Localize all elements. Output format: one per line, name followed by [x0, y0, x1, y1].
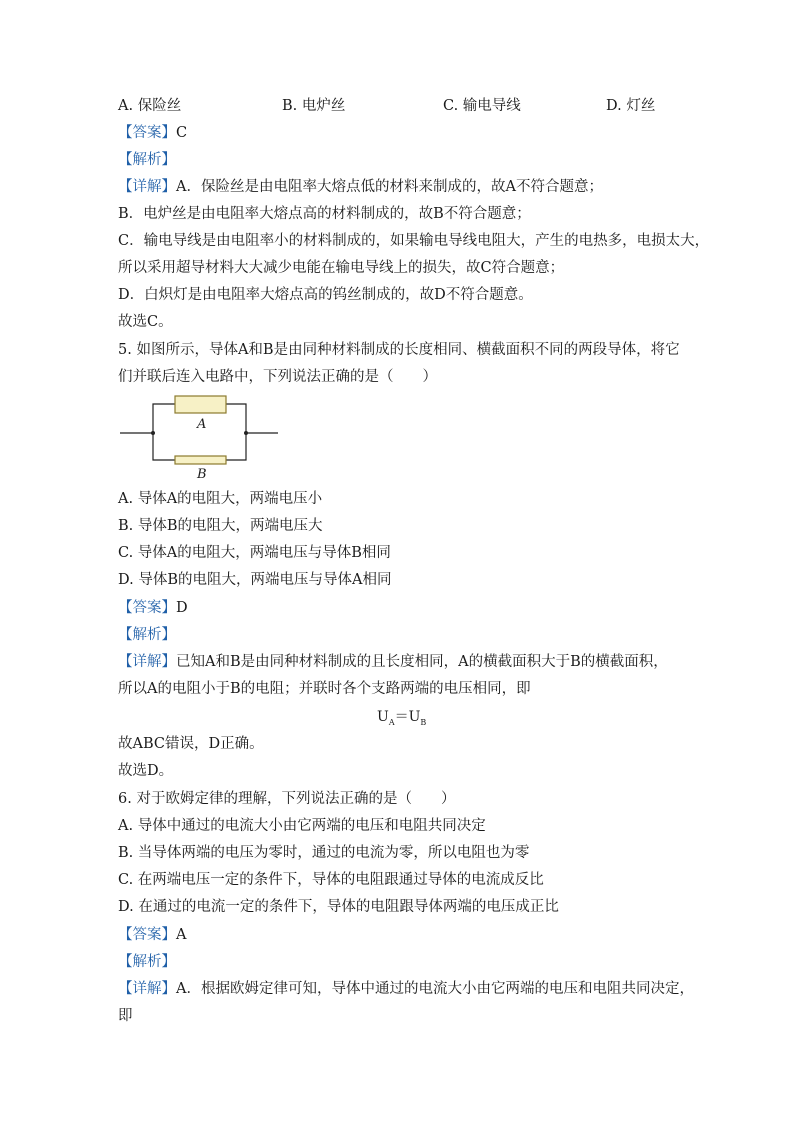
junction-right [244, 431, 248, 435]
q4-answer [118, 123, 187, 143]
q5-stem-line-1: 5. 如图所示，导体A和B是由同种材料制成的长度相同、横截面积不同的两段导体，将它 [118, 342, 680, 358]
q4-analysis-tag: 【解析】 [118, 152, 176, 168]
q5-option-c: C. 导体A的电阻大，两端电压与导体B相同 [118, 545, 391, 561]
q4-option-d: D. 灯丝 [606, 98, 656, 114]
q4-detail-line-5: D．白炽灯是由电阻率大熔点高的钨丝制成的，故D不符合题意。 [118, 287, 533, 303]
label-b: B [197, 467, 207, 482]
q5-analysis-tag: 【解析】 [118, 627, 176, 643]
detail-tag: 【详解】 [118, 981, 176, 997]
equals-sign: ＝ [394, 709, 409, 725]
detail-text: A．根据欧姆定律可知，导体中通过的电流大小由它两端的电压和电阻共同决定， [176, 981, 694, 997]
upper-branch-wire [153, 404, 175, 433]
q5-stem-line-2: 们并联后连入电路中，下列说法正确的是（ ） [118, 369, 437, 385]
detail-tag: 【详解】 [118, 654, 176, 670]
symbol-u: U [408, 709, 421, 725]
q5-result-line: 故ABC错误，D正确。 [118, 736, 264, 752]
parallel-circuit-diagram [118, 392, 283, 484]
q6-option-b: B. 当导体两端的电压为零时，通过的电流为零，所以电阻也为零 [118, 845, 530, 861]
subscript-a: A [388, 717, 395, 727]
q6-stem: 6. 对于欧姆定律的理解，下列说法正确的是（ ） [118, 791, 456, 807]
q5-option-d: D. 导体B的电阻大，两端电压与导体A相同 [118, 572, 392, 588]
lower-branch-wire-right [226, 433, 246, 460]
q5-option-a: A. 导体A的电阻大，两端电压小 [118, 491, 323, 507]
detail-text: A．保险丝是由电阻率大熔点低的材料来制成的，故A不符合题意； [176, 179, 603, 195]
answer-tag: 【答案】 [118, 927, 176, 943]
q4-detail-line-1 [118, 177, 603, 197]
answer-value: C [176, 125, 188, 141]
answer-tag: 【答案】 [118, 600, 176, 616]
q6-option-c: C. 在两端电压一定的条件下，导体的电阻跟通过导体的电流成反比 [118, 872, 544, 888]
q6-detail-line-2: 即 [118, 1008, 133, 1024]
q5-option-b: B. 导体B的电阻大，两端电压大 [118, 518, 323, 534]
detail-tag: 【详解】 [118, 179, 176, 195]
q6-detail-line-1 [118, 979, 694, 999]
q6-option-a: A. 导体中通过的电流大小由它两端的电压和电阻共同决定 [118, 818, 486, 834]
q4-detail-line-4: 所以采用超导材料大大减少电能在输电导线上的损失，故C符合题意； [118, 260, 565, 276]
conductor-b [175, 456, 226, 464]
voltage-equation [377, 706, 426, 727]
q5-detail-line-1 [118, 652, 668, 672]
q4-detail-line-3: C．输电导线是由电阻率小的材料制成的，如果输电导线电阻大，产生的电热多，电损太大， [118, 233, 710, 249]
detail-text: 已知A和B是由同种材料制成的且长度相同，A的横截面积大于B的横截面积， [176, 654, 668, 670]
answer-value: A [176, 927, 187, 943]
q4-option-b: B. 电炉丝 [282, 98, 346, 114]
q5-answer [118, 598, 188, 618]
q6-analysis-tag: 【解析】 [118, 954, 176, 970]
conductor-a [175, 396, 226, 413]
q4-option-a: A. 保险丝 [118, 98, 182, 114]
junction-left [151, 431, 155, 435]
q5-detail-line-2: 所以A的电阻小于B的电阻；并联时各个支路两端的电压相同，即 [118, 681, 531, 697]
answer-value: D [176, 600, 188, 616]
symbol-u: U [377, 709, 389, 725]
subscript-b: B [420, 717, 427, 727]
label-a: A [197, 417, 207, 432]
answer-tag: 【答案】 [118, 125, 176, 141]
upper-branch-wire-right [226, 404, 246, 433]
q4-conclusion: 故选C。 [118, 314, 173, 330]
lower-branch-wire [153, 433, 175, 460]
q4-option-c: C. 输电导线 [443, 98, 521, 114]
q6-answer [118, 925, 186, 945]
q5-conclusion: 故选D。 [118, 763, 174, 779]
q4-detail-line-2: B．电炉丝是由电阻率大熔点高的材料制成的，故B不符合题意； [118, 206, 531, 222]
q6-option-d: D. 在通过的电流一定的条件下，导体的电阻跟导体两端的电压成正比 [118, 899, 559, 915]
